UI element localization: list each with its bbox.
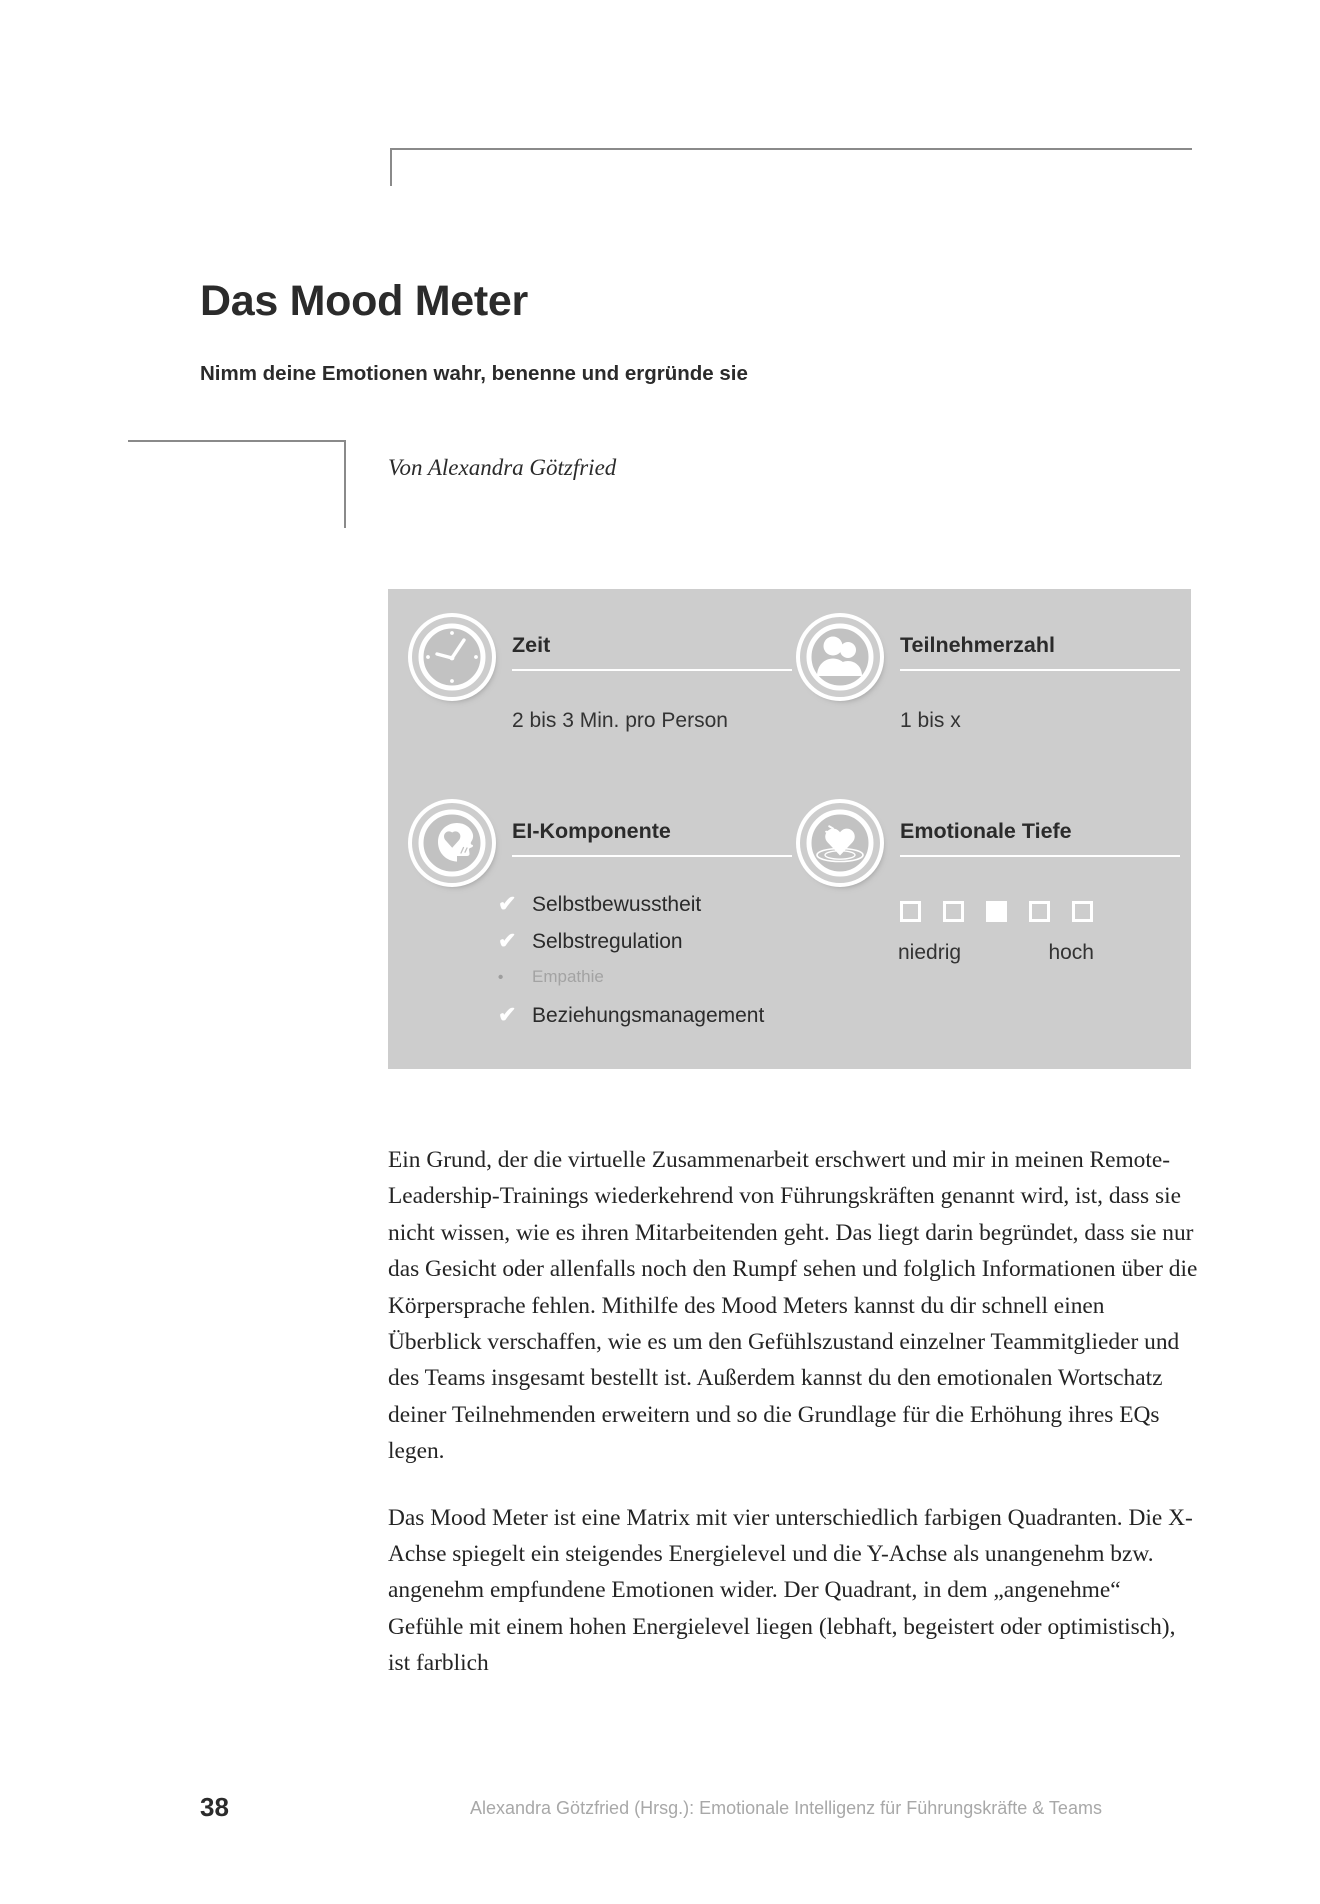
info-cell-zeit-head [412, 617, 792, 699]
heart-ripple-icon [800, 803, 880, 883]
list-item-label: Selbstbewusstheit [532, 893, 702, 916]
author-byline: Von Alexandra Götzfried [388, 455, 617, 480]
byline-rule-horizontal [128, 440, 346, 442]
header-rule-horizontal [390, 148, 1192, 150]
header-rule-tick [390, 148, 392, 186]
info-cell-emotionale-tiefe-underline [900, 855, 1180, 857]
body-paragraph: Ein Grund, der die virtuelle Zusammenarbeit erschwert und mir in meinen Remote-Leadership-Trainings wiederkehrend von Führungskräften genannt wird, ist, dass sie nicht wissen, wie es ihren Mitarbeitenden geht. Das liegt darin begründet, dass sie nur das Gesicht oder allenfalls noch den Rumpf sehen und folglich Informationen über die Körpersprache fehlen. Mithilfe des Mood Meters kannst du dir schnell einen Überblick verschaffen, wie es um den Gefühlszustand einzelner Teammitglieder und des Teams insgesamt bestellt ist. Außerdem kannst du den emotionalen Wortschatz deiner Teilnehmenden erweitern und so die Grundlage für die Erhöhung ihres EQs legen. [388, 1147, 1198, 1465]
emotional-depth-scale [900, 901, 1093, 922]
info-cell-teilnehmerzahl-head [800, 617, 1180, 699]
depth-scale-low-label: niedrig [898, 941, 962, 964]
depth-level-4 [1029, 901, 1050, 922]
info-cell-zeit-underline [512, 669, 792, 671]
info-cell-emotionale-tiefe-head [800, 803, 1180, 885]
list-item [498, 1004, 764, 1041]
method-info-box [388, 589, 1191, 1069]
info-cell-zeit [412, 617, 792, 732]
head-heart-icon [412, 803, 492, 883]
info-cell-emotionale-tiefe-label: Emotionale Tiefe [900, 819, 1072, 843]
info-cell-ei-komponente [412, 803, 792, 1027]
clock-icon [412, 617, 492, 697]
info-cell-ei-komponente-head [412, 803, 792, 885]
list-item-label: Beziehungsmanagement [532, 1004, 765, 1027]
info-cell-zeit-label: Zeit [512, 633, 551, 657]
depth-level-1 [900, 901, 921, 922]
info-cell-teilnehmerzahl-value: 1 bis x [900, 709, 961, 732]
depth-level-3-selected [986, 901, 1007, 922]
info-cell-teilnehmerzahl-underline [900, 669, 1180, 671]
dot-icon: • [498, 969, 504, 986]
people-icon [800, 617, 880, 697]
info-cell-ei-komponente-label: EI-Komponente [512, 819, 671, 843]
info-cell-zeit-value: 2 bis 3 Min. pro Person [512, 709, 728, 732]
info-cell-emotionale-tiefe [800, 803, 1180, 964]
list-item [498, 893, 764, 930]
page-title: Das Mood Meter [200, 276, 528, 325]
page-number: 38 [200, 1792, 229, 1822]
list-item [498, 967, 764, 1004]
byline-rule-tick [344, 440, 346, 528]
depth-level-5 [1072, 901, 1093, 922]
check-icon: ✔ [498, 1002, 517, 1027]
emotional-depth-scale-labels [898, 941, 1094, 965]
article-body [388, 1142, 1198, 1682]
check-icon: ✔ [498, 928, 517, 953]
depth-scale-high-label: hoch [1048, 941, 1094, 964]
list-item [498, 930, 764, 967]
page-subtitle: Nimm deine Emotionen wahr, benenne und ergründe sie [200, 362, 748, 385]
body-paragraph: Das Mood Meter ist eine Matrix mit vier unterschiedlich farbigen Quadranten. Die X-Achse spiegelt ein steigendes Energielevel und die Y-Achse als unangenehm bzw. angenehm empfundene Emotionen wider. Der Quadrant, in dem „angenehme“ Gefühle mit einem hohen Energielevel liegen (lebhaft, begeistert oder optimistisch), ist farblich [388, 1504, 1193, 1677]
list-item-label: Empathie [532, 967, 604, 986]
list-item-label: Selbstregulation [532, 930, 683, 953]
info-cell-ei-komponente-underline [512, 855, 792, 857]
info-cell-teilnehmerzahl [800, 617, 1180, 732]
depth-level-2 [943, 901, 964, 922]
info-cell-teilnehmerzahl-label: Teilnehmerzahl [900, 633, 1055, 657]
check-icon: ✔ [498, 891, 517, 916]
running-footer: Alexandra Götzfried (Hrsg.): Emotionale Intelligenz für Führungskräfte & Teams [470, 1798, 1102, 1818]
ei-component-list [498, 893, 764, 1041]
